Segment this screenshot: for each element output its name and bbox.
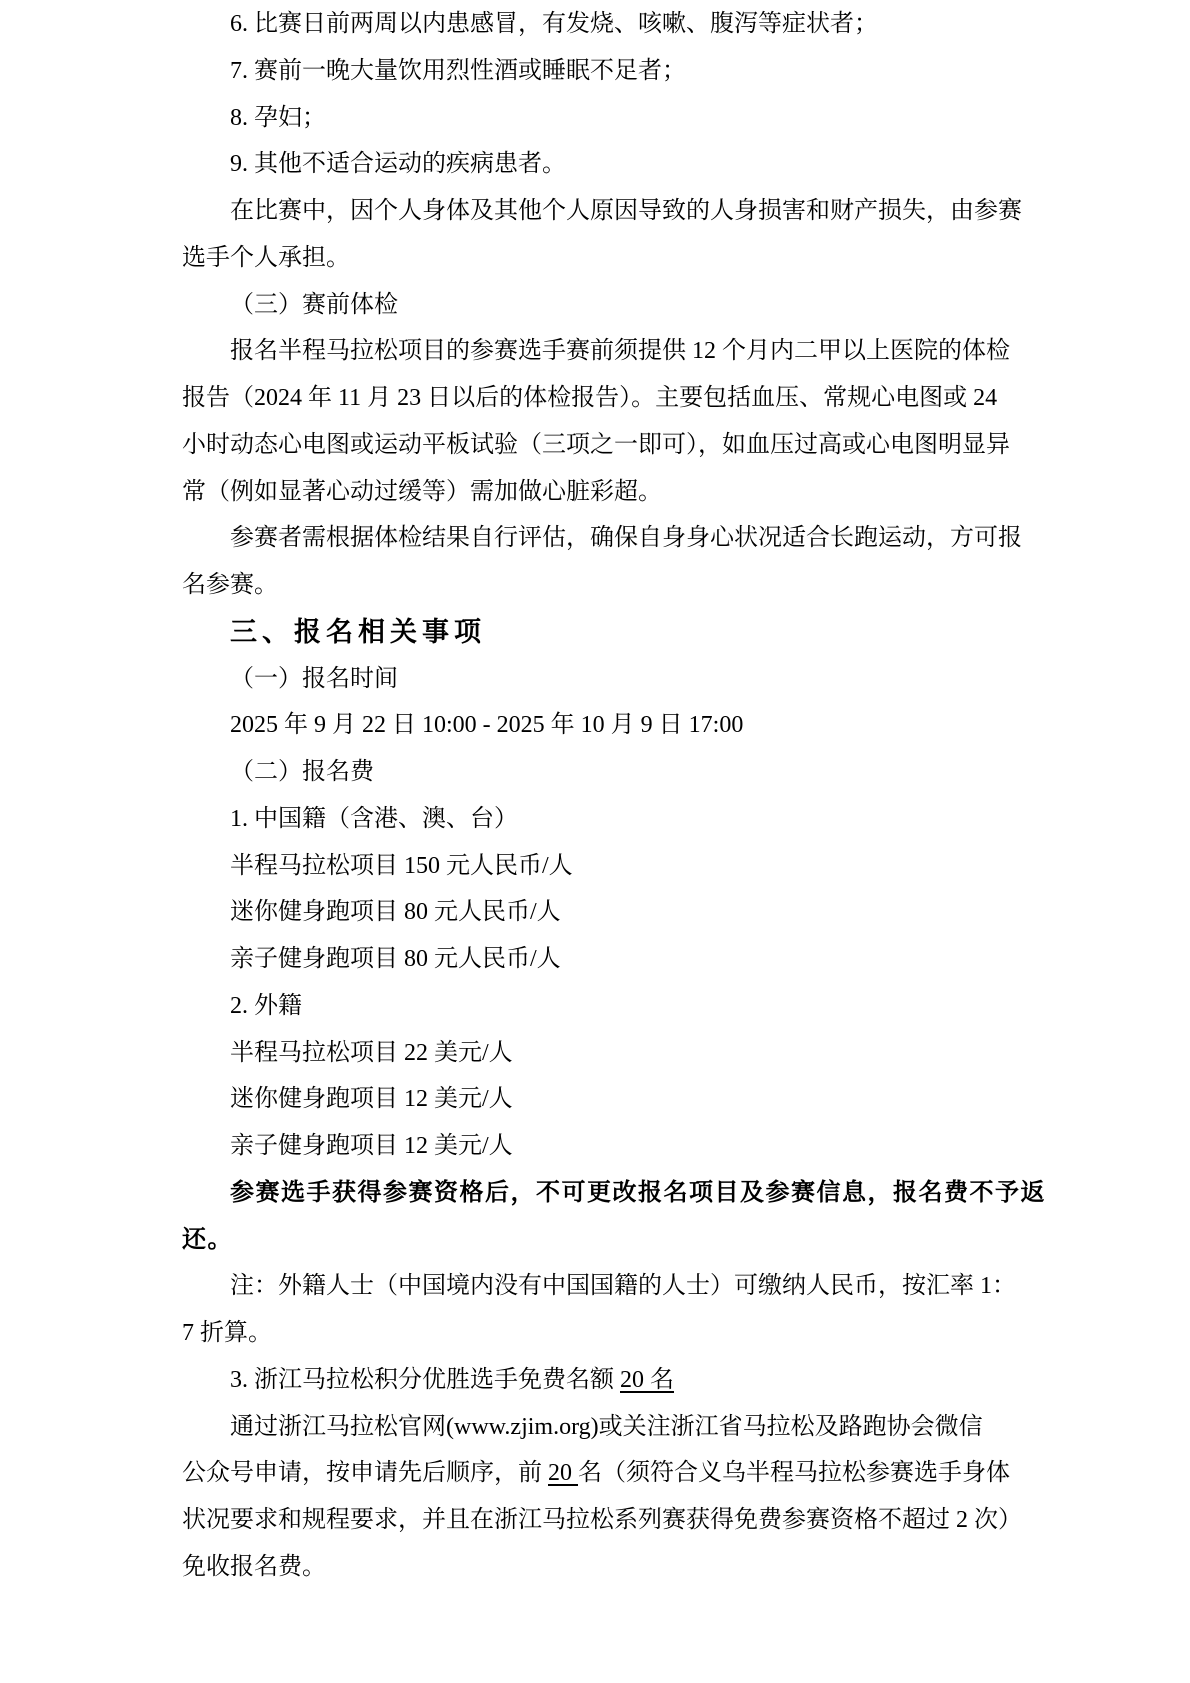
text-segment: 小时动态心电图或运动平板试验（三项之一即可），如血压过高或心电图明显异: [182, 431, 1010, 458]
text-segment: （二）报名费: [230, 759, 374, 785]
text-segment: 亲子健身跑项目 12 美元/人: [230, 1133, 513, 1159]
doc-line: [182, 1, 1077, 48]
text-segment: 8. 孕妇；: [230, 104, 326, 131]
doc-line: [182, 1217, 1077, 1264]
doc-line: [182, 983, 1077, 1030]
doc-line: [182, 1404, 1077, 1451]
doc-line: [182, 235, 1077, 282]
doc-line: [182, 749, 1077, 796]
text-segment: 亲子健身跑项目 80 元人民币/人: [230, 946, 561, 972]
doc-line: [182, 1357, 1077, 1404]
text-segment: 报名半程马拉松项目的参赛选手赛前须提供 12 个月内二甲以上医院的体检: [230, 338, 1010, 365]
doc-line: [182, 1030, 1077, 1077]
text-segment: 注：外籍人士（中国境内没有中国国籍的人士）可缴纳人民币，按汇率 1：: [230, 1273, 1016, 1300]
doc-line: [182, 843, 1077, 890]
doc-line: [182, 282, 1077, 329]
text-segment: 名参赛。: [182, 572, 278, 598]
doc-line: [182, 936, 1077, 983]
doc-line: [182, 515, 1077, 562]
text-segment: 6. 比赛日前两周以内患感冒，有发烧、咳嗽、腹泻等症状者；: [230, 11, 878, 37]
text-segment: 9. 其他不适合运动的疾病患者。: [230, 151, 566, 178]
doc-line: [182, 889, 1077, 936]
underlined-text: 20: [548, 1460, 578, 1487]
text-segment: 7 折算。: [182, 1320, 272, 1346]
doc-line: [182, 328, 1077, 375]
underlined-text: 20 名: [620, 1366, 674, 1393]
doc-line: [182, 95, 1077, 142]
doc-line: [182, 1450, 1077, 1497]
doc-line: [182, 1123, 1077, 1170]
text-segment: 半程马拉松项目 22 美元/人: [230, 1039, 513, 1066]
doc-line: [182, 48, 1077, 95]
text-segment: 状况要求和规程要求，并且在浙江马拉松系列赛获得免费参赛资格不超过 2 次）: [182, 1507, 1022, 1533]
document-body: [182, 1, 1077, 1591]
doc-line: [182, 188, 1077, 235]
text-segment: 免收报名费。: [182, 1553, 326, 1580]
doc-heading-line: [182, 609, 1077, 656]
text-segment: （三）赛前体检: [230, 291, 398, 318]
text-segment: 参赛选手获得参赛资格后，不可更改报名项目及参赛信息，报名费不予返: [230, 1179, 1046, 1206]
text-segment: 1. 中国籍（含港、澳、台）: [230, 805, 518, 832]
doc-line: [182, 375, 1077, 422]
doc-line: [182, 562, 1077, 609]
text-segment: 2025 年 9 月 22 日 10:00 - 2025 年 10 月 9 日 17:00: [230, 712, 744, 739]
text-segment: 在比赛中，因个人身体及其他个人原因导致的人身损害和财产损失，由参赛: [230, 198, 1022, 224]
text-segment: 选手个人承担。: [182, 244, 350, 271]
doc-line: [182, 1497, 1077, 1544]
doc-line: [182, 422, 1077, 469]
doc-line: [182, 1076, 1077, 1123]
text-segment: 2. 外籍: [230, 992, 302, 1019]
text-segment: 3. 浙江马拉松积分优胜选手免费名额: [230, 1366, 620, 1393]
text-segment: （一）报名时间: [230, 665, 398, 692]
doc-line: [182, 702, 1077, 749]
doc-line: [182, 1310, 1077, 1357]
doc-line: [182, 141, 1077, 188]
doc-line: [182, 656, 1077, 703]
doc-line: [182, 1170, 1077, 1217]
text-segment: 名（须符合义乌半程马拉松参赛选手身体: [578, 1460, 1010, 1487]
text-segment: 参赛者需根据体检结果自行评估，确保自身身心状况适合长跑运动，方可报: [230, 525, 1022, 552]
text-segment: 通过浙江马拉松官网(www.zjim.org)或关注浙江省马拉松及路跑协会微信: [230, 1413, 983, 1440]
text-segment: 公众号申请，按申请先后顺序，前: [182, 1460, 548, 1487]
text-segment: 半程马拉松项目 150 元人民币/人: [230, 852, 573, 879]
text-segment: 迷你健身跑项目 12 美元/人: [230, 1086, 513, 1113]
text-segment: 迷你健身跑项目 80 元人民币/人: [230, 899, 561, 926]
doc-line: [182, 1263, 1077, 1310]
text-segment: 还。: [182, 1226, 233, 1253]
text-segment: 三、报名相关事项: [230, 616, 486, 647]
doc-line: [182, 1544, 1077, 1591]
text-segment: 7. 赛前一晚大量饮用烈性酒或睡眠不足者；: [230, 57, 686, 84]
doc-line: [182, 796, 1077, 843]
text-segment: 常（例如显著心动过缓等）需加做心脏彩超。: [182, 478, 662, 505]
text-segment: 报告（2024 年 11 月 23 日以后的体检报告）。主要包括血压、常规心电图或 24: [182, 385, 998, 411]
doc-line: [182, 469, 1077, 516]
